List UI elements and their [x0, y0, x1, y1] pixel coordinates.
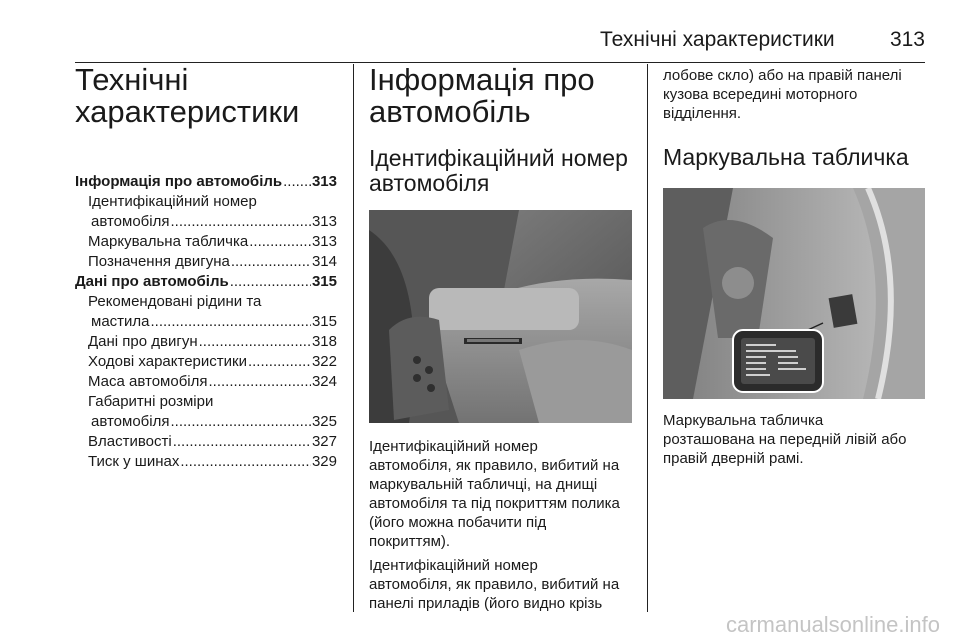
id-plate-heading: Маркувальна табличка	[663, 144, 909, 170]
running-header-title: Технічні характеристики	[600, 28, 835, 51]
vin-location-photo	[369, 210, 632, 423]
table-of-contents	[75, 172, 337, 472]
toc-entry[interactable]: Маркувальна табличка ..... 313	[75, 232, 337, 252]
toc-entry[interactable]: автомобіля ..... 313	[75, 212, 337, 232]
toc-entry[interactable]: Габаритні розміри	[88, 393, 214, 410]
id-plate-caption: Маркувальна табличка розташована на передній лівій або правій дверній рамі.	[663, 412, 907, 467]
toc-entry[interactable]: Позначення двигуна ..... 314	[75, 252, 337, 272]
subsection-title: Ідентифікаційний номер автомобіля	[369, 145, 628, 196]
door-frame-illustration	[663, 188, 925, 399]
watermark: carmanualsonline.info	[725, 612, 940, 637]
chapter-title: Технічні характеристики	[75, 62, 300, 129]
toc-entry[interactable]: Тиск у шинах ..... 329	[75, 452, 337, 472]
id-plate-column	[663, 64, 925, 468]
toc-entry[interactable]: Ходові характеристики ..... 322	[75, 352, 337, 372]
toc-entry[interactable]: Маса автомобіля ..... 324	[75, 372, 337, 392]
toc-entry[interactable]: мастила ..... 315	[75, 312, 337, 332]
section-title: Інформація про автомобіль	[369, 62, 595, 129]
toc-entry[interactable]: Ідентифікаційний номер	[88, 193, 257, 210]
toc-entry[interactable]: Рекомендовані рідини та	[88, 293, 262, 310]
toc-entry[interactable]: Властивості ..... 327	[75, 432, 337, 452]
vin-paragraph-1: Ідентифікаційний номер автомобіля, як правило, вибитий на маркувальній табличці, на днищі автомобіля та під покриттям полика (його можна побачити під покриттям).	[369, 438, 620, 550]
dashboard-illustration	[369, 210, 632, 423]
toc-column	[75, 64, 337, 472]
vin-paragraph-continued: лобове скло) або на правій панелі кузова всередині моторного відділення.	[663, 67, 902, 122]
toc-entry[interactable]: Дані про двигун ..... 318	[75, 332, 337, 352]
vin-paragraph-2: Ідентифікаційний номер автомобіля, як правило, вибитий на панелі приладів (його видно крізь	[369, 557, 620, 612]
running-header	[600, 28, 925, 52]
toc-entry[interactable]: автомобіля ..... 325	[75, 412, 337, 432]
column-divider-1	[353, 64, 354, 612]
column-divider-2	[647, 64, 648, 612]
vehicle-info-column	[369, 64, 632, 613]
page-number: 313	[889, 28, 925, 51]
toc-entry[interactable]: Дані про автомобіль ..... 315	[75, 272, 337, 292]
toc-entry[interactable]: Інформація про автомобіль ..... 313	[75, 172, 337, 192]
id-plate-photo	[663, 188, 925, 399]
